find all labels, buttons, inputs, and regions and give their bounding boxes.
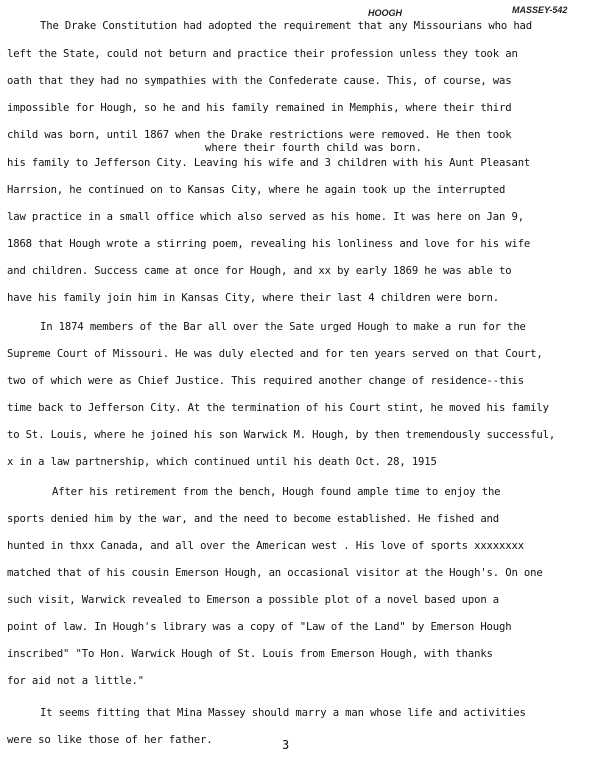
handwritten-page-reference: MASSEY-542 xyxy=(512,5,568,15)
text-line-1: The Drake Constitution had adopted the requirement that any Missourians who had xyxy=(40,20,533,32)
text-line-19: sports denied him by the war, and the need to become established. He fished and xyxy=(7,513,500,525)
text-line-9: 1868 that Hough wrote a stirring poem, revealing his lonliness and love for his wife xyxy=(7,238,531,250)
text-line-10: and children. Success came at once for Hough, and xx by early 1869 he was able to xyxy=(7,265,512,277)
text-line-11: have his family join him in Kansas City, where their last 4 children were born. xyxy=(7,292,500,304)
page-number: 3 xyxy=(282,738,290,752)
text-line-23: point of law. In Hough's library was a copy of "Law of the Land" by Emerson Hough xyxy=(7,621,512,633)
text-line-5: child was born, until 1867 when the Drake restrictions were removed. He then took xyxy=(7,129,512,141)
text-line-26: It seems fitting that Mina Massey should marry a man whose life and activities xyxy=(40,707,526,719)
text-line-7: Harrsion, he continued on to Kansas City, where he again took up the interrupted xyxy=(7,184,506,196)
text-line-8: law practice in a small office which also served as his home. It was here on Jan 9, xyxy=(7,211,524,223)
text-line-15: time back to Jefferson City. At the termination of his Court stint, he moved his family xyxy=(7,402,549,414)
text-line-21: matched that of his cousin Emerson Hough, an occasional visitor at the Hough's. On one xyxy=(7,567,543,579)
text-line-22: such visit, Warwick revealed to Emerson a possible plot of a novel based upon a xyxy=(7,594,500,606)
text-line-16: to St. Louis, where he joined his son Warwick M. Hough, by then tremendously successful, xyxy=(7,429,556,441)
text-line-12: In 1874 members of the Bar all over the Sate urged Hough to make a run for the xyxy=(40,321,526,333)
text-line-25: for aid not a little." xyxy=(7,675,145,687)
handwritten-name-note: HOOGH xyxy=(368,8,403,18)
text-line-13: Supreme Court of Missouri. He was duly elected and for ten years served on that Court, xyxy=(7,348,543,360)
text-line-18: After his retirement from the bench, Hough found ample time to enjoy the xyxy=(52,486,501,498)
text-line-17: x in a law partnership, which continued until his death Oct. 28, 1915 xyxy=(7,456,437,468)
text-line-14: two of which were as Chief Justice. This required another change of residence--this xyxy=(7,375,524,387)
text-line-24: inscribed" "To Hon. Warwick Hough of St. Louis from Emerson Hough, with thanks xyxy=(7,648,493,660)
text-line-4: impossible for Hough, so he and his family remained in Memphis, where their third xyxy=(7,102,512,114)
text-line-20: hunted in thxx Canada, and all over the American west . His love of sports xxxxxxxx xyxy=(7,540,524,552)
text-line-27: were so like those of her father. xyxy=(7,734,213,746)
text-line-2: left the State, could not beturn and practice their profession unless they took an xyxy=(7,48,518,60)
inserted-correction: where their fourth child was born. xyxy=(205,142,422,154)
text-line-6: his family to Jefferson City. Leaving his wife and 3 children with his Aunt Pleasant xyxy=(7,157,531,169)
text-line-3: oath that they had no sympathies with the Confederate cause. This, of course, was xyxy=(7,75,512,87)
